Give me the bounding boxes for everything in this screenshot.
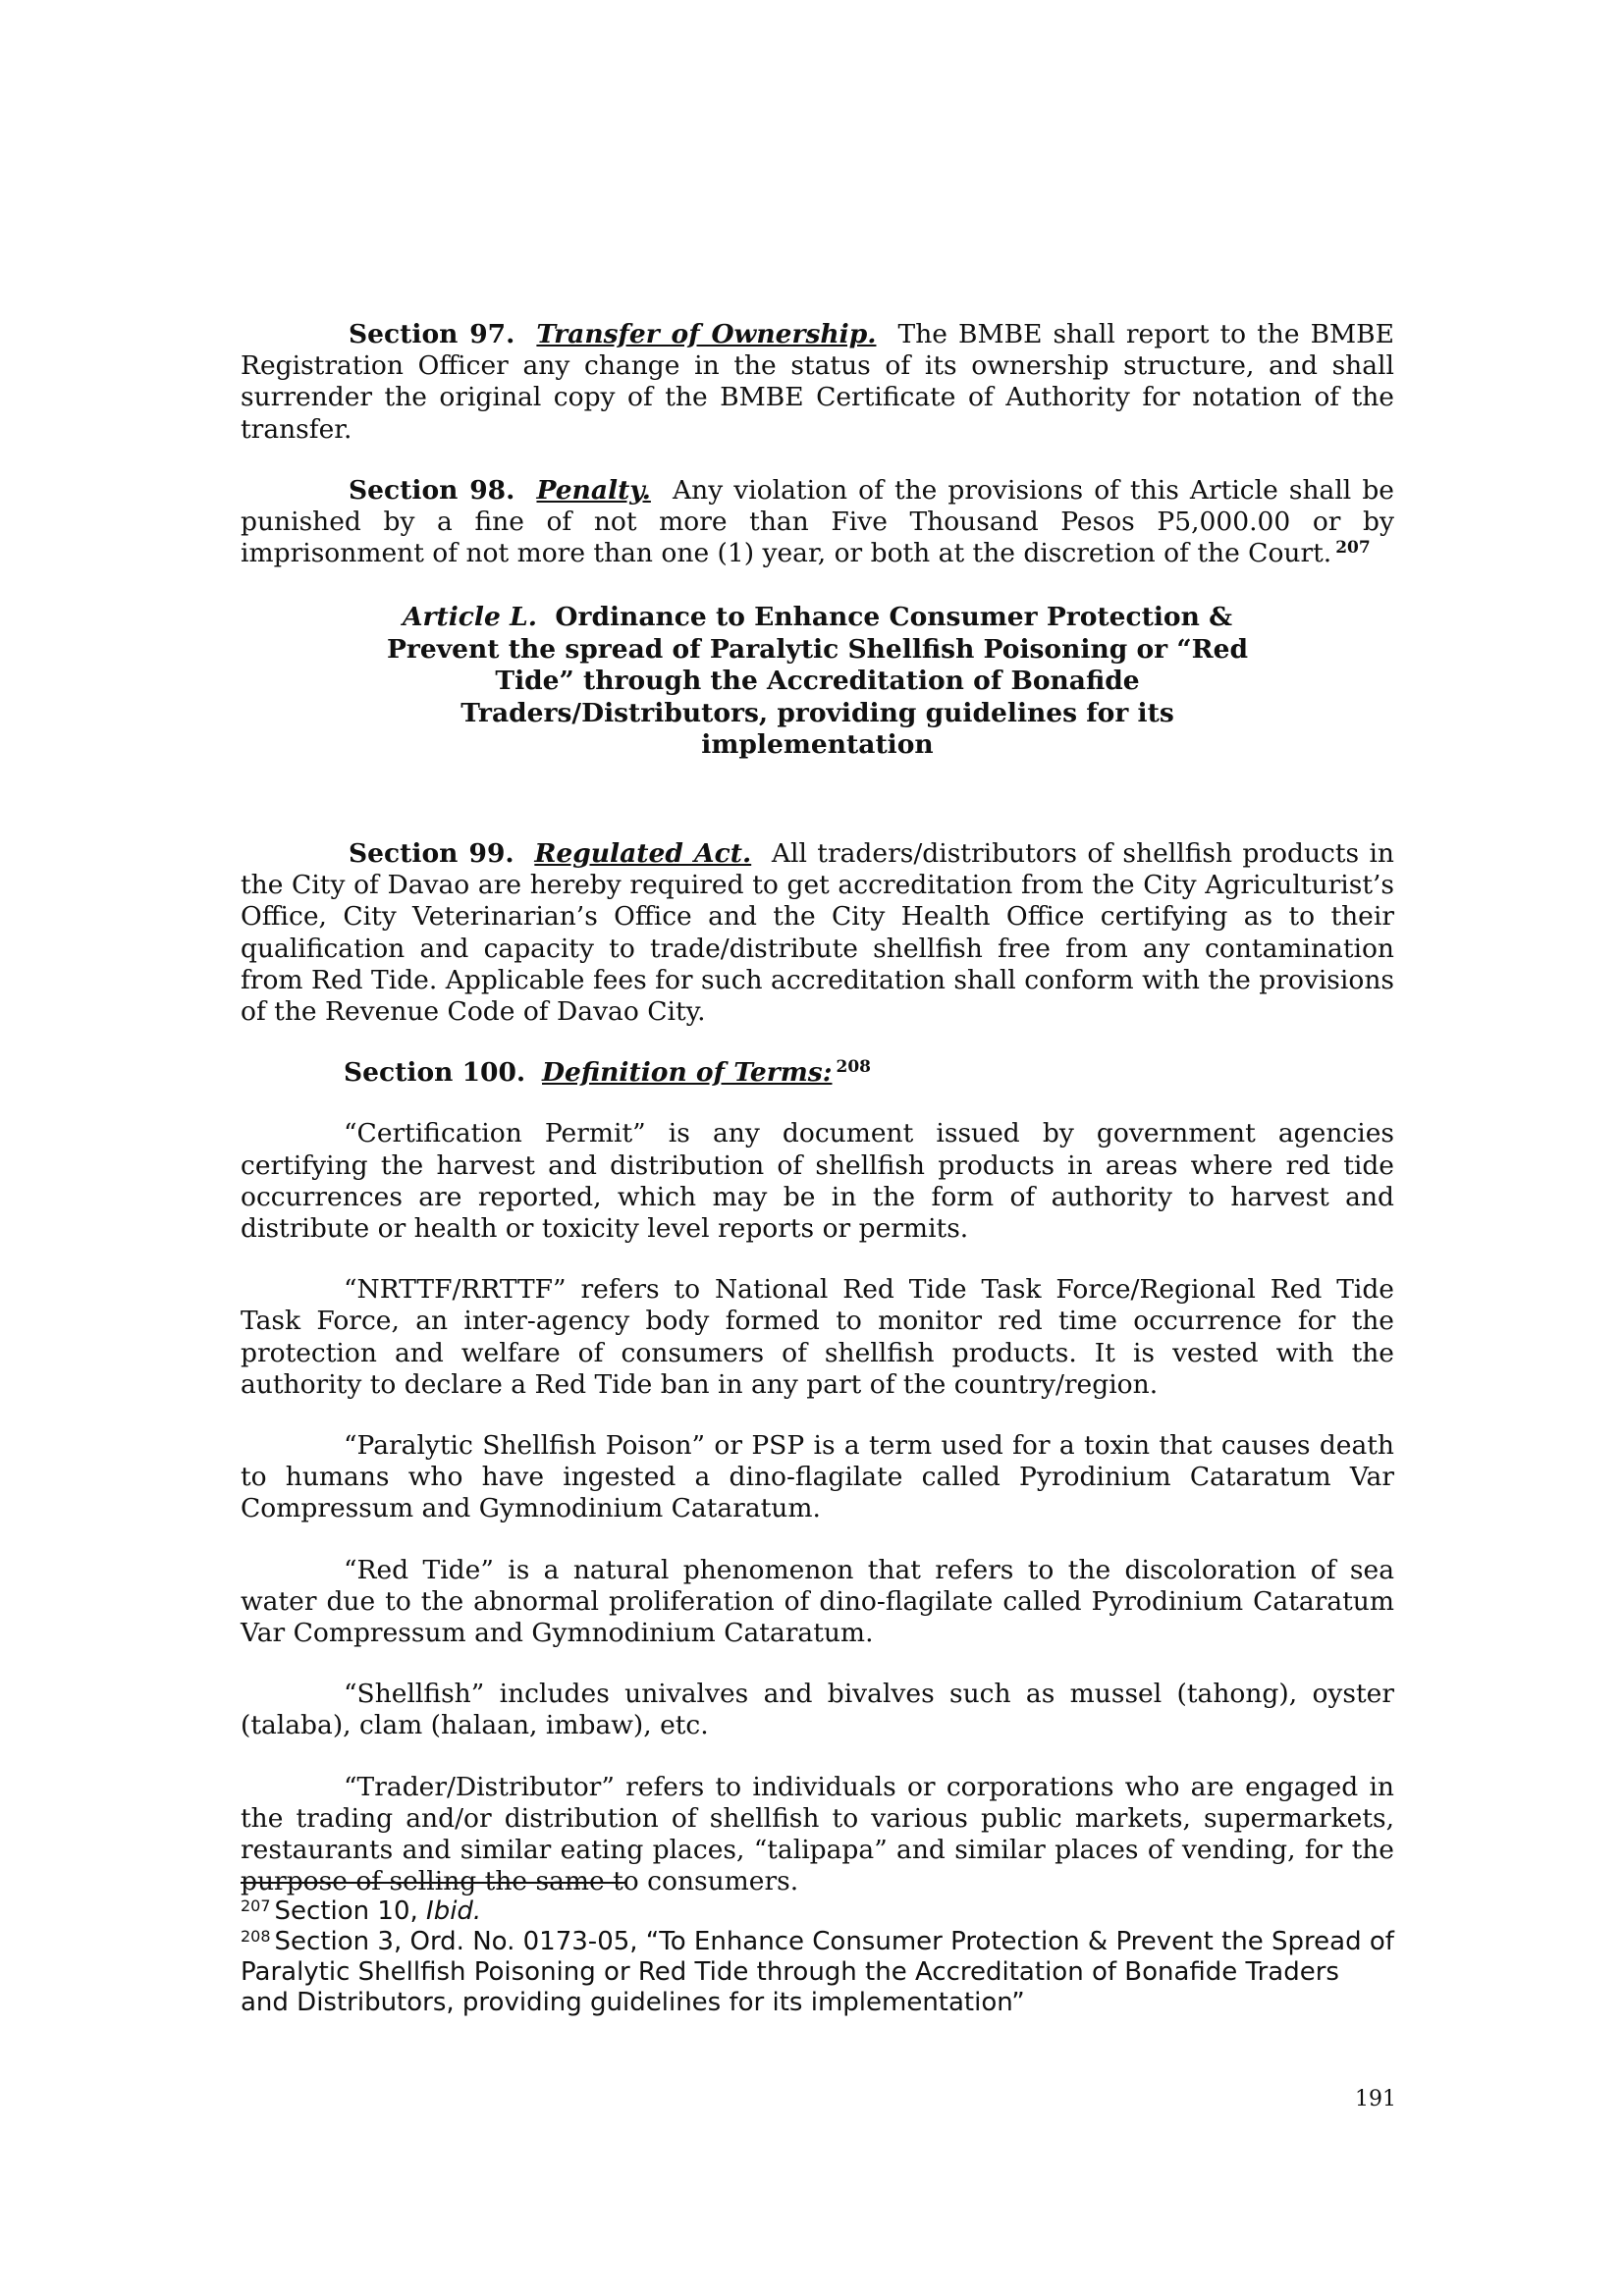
footnote-text: Section 10, xyxy=(274,1896,427,1926)
footnote-ref-207: 207 xyxy=(1335,538,1371,559)
definition-trader-distributor: “Trader/Distributor” refers to individuals or corporations who are engaged in the trading and/or distribution of shellfish to various public markets, supermarkets, restaurants and similar eating places, “talipapa” and similar places of vending, for the purpose of selling the same to consumers. xyxy=(241,1771,1394,1897)
document-body xyxy=(241,319,1394,1927)
article-title: Ordinance to Enhance Consumer Protection & Prevent the spread of Paralytic Shellfish Poisoning or “Red Tide” through the Accreditation of Bonafide Traders/Distributors, providing guidelines for its implementation xyxy=(387,602,1248,761)
section-99 xyxy=(241,838,1394,1028)
section-body: The BMBE shall report to the BMBE Registration Officer any change in the status of its ownership structure, and shall surrender the original copy of the BMBE Certificate of Authority for notation of the transfer. xyxy=(241,319,1394,445)
footnote-number: 207 xyxy=(241,1896,271,1915)
section-number: Section 100. xyxy=(344,1057,526,1089)
section-heading: Penalty. xyxy=(536,474,651,506)
section-number: Section 98. xyxy=(349,474,515,506)
section-body: Any violation of the provisions of this Article shall be punished by a fine of not more than Five Thousand Pesos P5,000.00 or by imprisonment of not more than one (1) year, or both at the discretion of the Court. xyxy=(241,474,1394,569)
section-heading: Regulated Act. xyxy=(534,837,752,869)
footnote-number: 208 xyxy=(241,1927,271,1946)
article-heading xyxy=(352,602,1284,762)
section-97 xyxy=(241,319,1394,446)
section-heading: Transfer of Ownership. xyxy=(536,319,877,349)
section-heading: Definition of Terms: xyxy=(542,1057,833,1089)
footnote-text: Section 3, Ord. No. 0173-05, “To Enhance Consumer Protection & Prevent the Spread of Paralytic Shellfish Poisoning or Red Tide through the Accreditation of Bonafide Traders and Distributors, providing guidelines for its implementation” xyxy=(241,1927,1394,2017)
section-100 xyxy=(344,1057,1394,1089)
page-number: 191 xyxy=(1355,2087,1396,2111)
footnote-208 xyxy=(241,1927,1394,2018)
section-98 xyxy=(241,475,1394,570)
article-label: Article L. xyxy=(402,602,537,633)
definition-shellfish: “Shellfish” includes univalves and bivalves such as mussel (tahong), oyster (talaba), clam (halaan, imbaw), etc. xyxy=(241,1679,1394,1741)
footnote-italic: Ibid. xyxy=(426,1896,482,1926)
footnote-separator xyxy=(241,1882,626,1884)
section-number: Section 97. xyxy=(349,319,515,349)
footnote-207 xyxy=(241,1896,1394,1927)
definition-psp: “Paralytic Shellfish Poison” or PSP is a term used for a toxin that causes death to humans who have ingested a dino-flagilate called Pyrodinium Cataratum Var Compressum and Gymnodinium Cataratum. xyxy=(241,1429,1394,1524)
section-number: Section 99. xyxy=(349,837,514,869)
definition-certification-permit: “Certification Permit” is any document issued by government agencies certifying the harvest and distribution of shellfish products in areas where red tide occurrences are reported, which may be in the form of authority to harvest and distribute or health or toxicity level reports or permits. xyxy=(241,1118,1394,1244)
definition-nrttf-rrttf: “NRTTF/RRTTF” refers to National Red Tide Task Force/Regional Red Tide Task Force, an inter-agency body formed to monitor red time occurrence for the protection and welfare of consumers of shellfish products. It is vested with the authority to declare a Red Tide ban in any part of the country/region. xyxy=(241,1274,1394,1400)
section-body: All traders/distributors of shellfish products in the City of Davao are hereby required to get accreditation from the City Agriculturist’s Office, City Veterinarian’s Office and the City Health Office certifying as to their qualification and capacity to trade/distribute shellfish free from any contamination from Red Tide. Applicable fees for such accreditation shall conform with the provisions of the Revenue Code of Davao City. xyxy=(241,837,1394,1027)
footnote-ref-208: 208 xyxy=(836,1057,871,1078)
definition-red-tide: “Red Tide” is a natural phenomenon that refers to the discoloration of sea water due to the abnormal proliferation of dino-flagilate called Pyrodinium Cataratum Var Compressum and Gymnodinium Cataratum. xyxy=(241,1554,1394,1648)
footnotes xyxy=(241,1896,1394,2018)
